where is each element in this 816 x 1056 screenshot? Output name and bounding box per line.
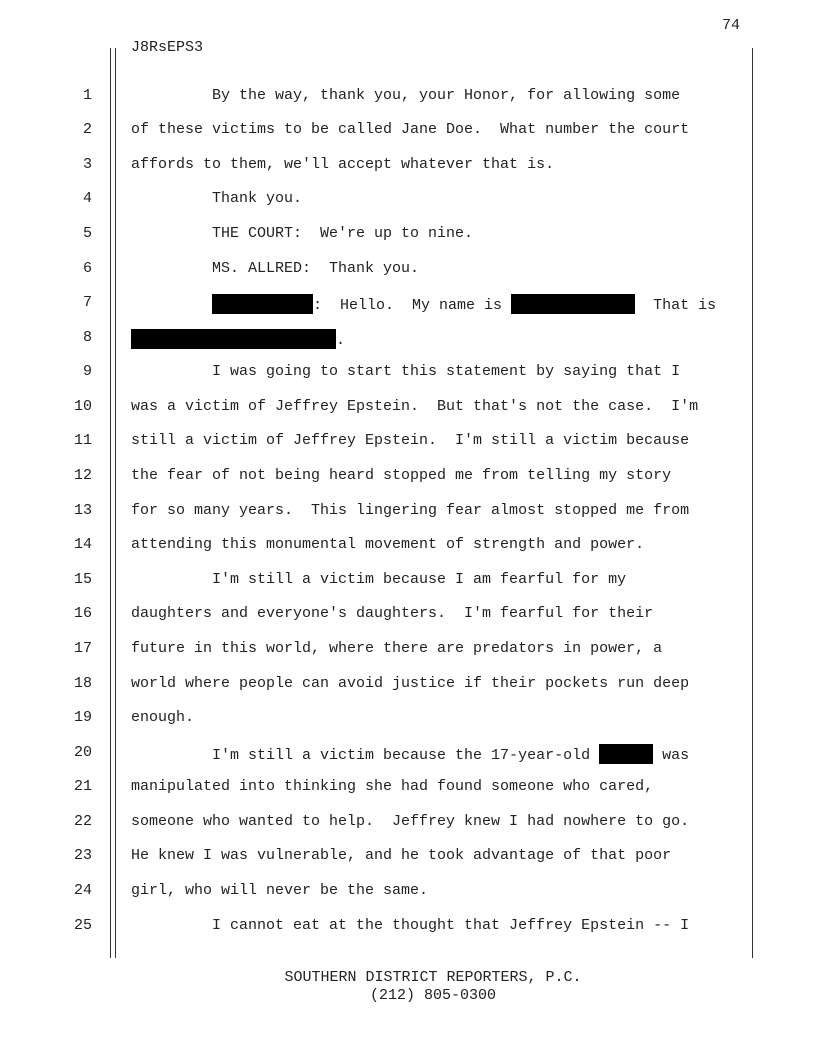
line-text-segment: That is <box>635 297 717 314</box>
line-number: 3 <box>82 156 92 173</box>
transcript-line: girl, who will never be the same. <box>131 882 429 899</box>
case-id: J8RsEPS3 <box>131 39 204 56</box>
page-number: 74 <box>721 17 740 34</box>
transcript-line: for so many years. This lingering fear almost stopped me from <box>131 502 690 519</box>
redaction-box <box>212 294 313 314</box>
left-margin-rule-inner <box>115 48 116 958</box>
line-number: 22 <box>73 813 92 830</box>
redaction-box <box>511 294 635 314</box>
transcript-line: Thank you. <box>131 190 303 207</box>
line-text-segment: was <box>653 747 690 764</box>
line-number: 19 <box>73 709 92 726</box>
line-number: 11 <box>73 432 92 449</box>
line-number: 5 <box>82 225 92 242</box>
transcript-line: MS. ALLRED: Thank you. <box>131 260 420 277</box>
transcript-line-redacted <box>131 329 345 349</box>
transcript-line: still a victim of Jeffrey Epstein. I'm still a victim because <box>131 432 690 449</box>
line-text-segment: : Hello. My name is <box>313 297 512 314</box>
transcript-line: attending this monumental movement of strength and power. <box>131 536 645 553</box>
transcript-line: world where people can avoid justice if their pockets run deep <box>131 675 690 692</box>
transcript-line: of these victims to be called Jane Doe. What number the court <box>131 121 690 138</box>
line-number: 4 <box>82 190 92 207</box>
line-number: 15 <box>73 571 92 588</box>
line-text-segment: I'm still a victim because the 17-year-old <box>131 747 600 764</box>
line-number: 8 <box>82 329 92 346</box>
transcript-line: someone who wanted to help. Jeffrey knew I had nowhere to go. <box>131 813 690 830</box>
transcript-line: I'm still a victim because I am fearful for my <box>131 571 627 588</box>
redaction-box <box>131 329 336 349</box>
transcript-line: I cannot eat at the thought that Jeffrey Epstein -- I <box>131 917 690 934</box>
left-margin-rule-outer <box>110 48 111 958</box>
transcript-line-redacted <box>131 744 689 764</box>
line-number: 23 <box>73 847 92 864</box>
line-number: 16 <box>73 605 92 622</box>
transcript-line-redacted <box>131 294 716 314</box>
line-number: 10 <box>73 398 92 415</box>
line-number: 17 <box>73 640 92 657</box>
line-number: 21 <box>73 778 92 795</box>
transcript-line: future in this world, where there are predators in power, a <box>131 640 663 657</box>
transcript-line: He knew I was vulnerable, and he took advantage of that poor <box>131 847 672 864</box>
line-number: 7 <box>82 294 92 311</box>
line-number: 18 <box>73 675 92 692</box>
line-number: 6 <box>82 260 92 277</box>
line-number: 2 <box>82 121 92 138</box>
redaction-box <box>599 744 653 764</box>
transcript-line: I was going to start this statement by saying that I <box>131 363 681 380</box>
transcript-line: By the way, thank you, your Honor, for allowing some <box>131 87 681 104</box>
footer-reporter-name: SOUTHERN DISTRICT REPORTERS, P.C. <box>284 969 582 986</box>
line-number: 9 <box>82 363 92 380</box>
transcript-line: THE COURT: We're up to nine. <box>131 225 474 242</box>
transcript-line: the fear of not being heard stopped me from telling my story <box>131 467 672 484</box>
line-number: 20 <box>73 744 92 761</box>
transcript-line: affords to them, we'll accept whatever that is. <box>131 156 555 173</box>
line-number: 13 <box>73 502 92 519</box>
line-text-segment <box>131 297 212 314</box>
right-margin-rule <box>752 48 753 958</box>
transcript-line: manipulated into thinking she had found someone who cared, <box>131 778 654 795</box>
transcript-line: enough. <box>131 709 195 726</box>
line-number: 1 <box>82 87 92 104</box>
transcript-line: was a victim of Jeffrey Epstein. But that's not the case. I'm <box>131 398 699 415</box>
line-number: 24 <box>73 882 92 899</box>
line-number: 25 <box>73 917 92 934</box>
footer-phone: (212) 805-0300 <box>369 987 497 1004</box>
line-text-segment: . <box>336 332 346 349</box>
transcript-line: daughters and everyone's daughters. I'm fearful for their <box>131 605 654 622</box>
line-number: 14 <box>73 536 92 553</box>
line-number: 12 <box>73 467 92 484</box>
